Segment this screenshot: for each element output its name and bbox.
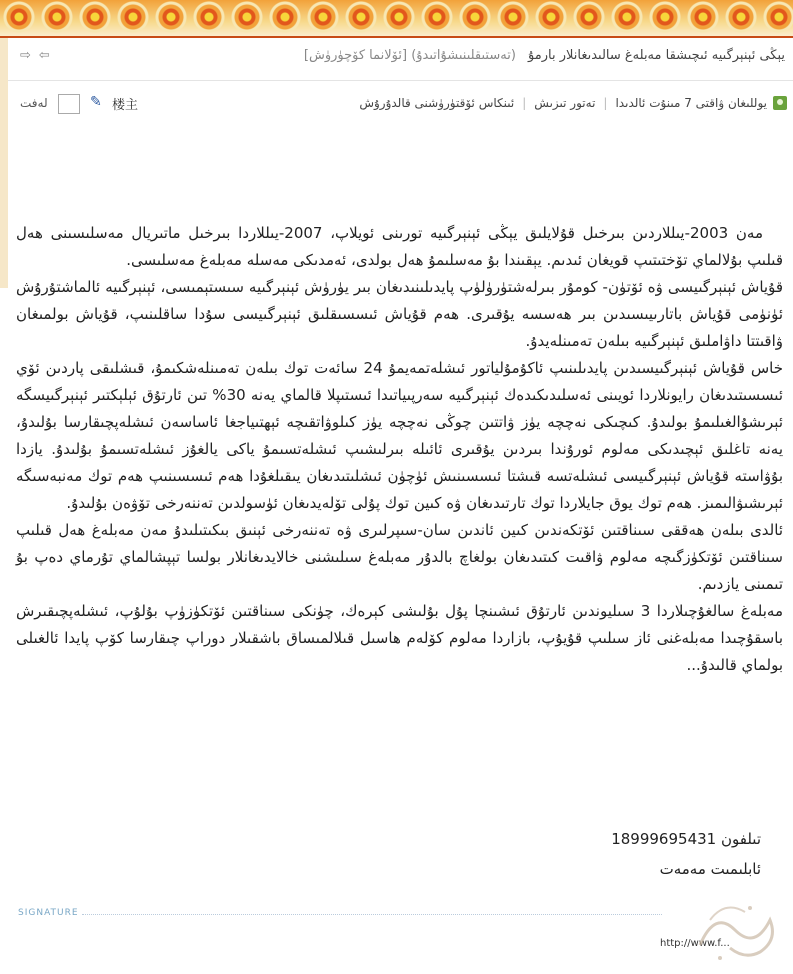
- post-toolbar: [8, 92, 793, 120]
- thread-title-text[interactable]: يېڭى ئېنېرگىيە ئىچىشقا مەبلەغ سالىدىغانلار بارمۇ: [528, 48, 785, 63]
- edit-pen-icon[interactable]: ✎: [90, 94, 102, 110]
- signature-divider: [82, 914, 662, 915]
- thread-status-tag[interactable]: (تەستىقلىنىشۇاتىدۇ) [ئۆلانما كۆچۈرۈش]: [303, 48, 516, 63]
- thread-header: [8, 40, 793, 81]
- post-paragraph: مەبلەغ سالغۇچىلاردا 3 سىليوندىن ئارتۇق ئىشىنچا پۇل بۇلىشى كېرەك، چۈنكى سىناقتىن ئۆتكۈزۈپ بۇلۇپ، ئىشلەپچىقىرش باسقۇچىدا مەبلەغنى ئاز سىلىپ قۇيۇپ، بازاردا مەلوم كۆلەم ھاسىل قىلالمىساق باشقىلار دوراپ چىقارسا كۆپ پايدا ئالغىلى بولماي قالىدۇ...: [16, 602, 783, 674]
- post-paragraph: ئالدى بىلەن ھەققى سىناقتىن ئۆتكەندىن كىين ئاندىن سان-سىپرلىرى ۋە تەننەرخى ئېنىق بىكىتىلىدۇ مەن مەبلەغ ھەل قىلىپ سىناقتىن ئۆتكۈزگىچە مەلوم ۋاقىت كىتىدىغان بولغاچ بالدۇر مەبلەغ سىلىشنى خالايدىغانلار بولسا تېپشالماي تۇرماي دەپ بۇ تىمىنى يازدىم.: [16, 521, 783, 593]
- contact-phone: تىلفون 18999695431: [611, 830, 761, 848]
- post-paragraph: مەن 2003-يىللاردىن بىرخىل قۇلايلىق يېڭى ئېنېرگىيە تورىنى ئويلاپ، 2007-يىللاردا بىرخىل ماتىريال مەسلىسىنى ھەل قىلىپ بۇلالماي تۆختىتىپ قويغان ئىدىم. يېقىندا بۇ مەسلىمۇ ھەل بولدى، ئەمدىكى مەسلە مەبلەغ مەسلىسى.: [16, 224, 783, 269]
- floor-jump-input[interactable]: [58, 94, 80, 114]
- forward-arrow-icon[interactable]: ⇨: [20, 48, 31, 63]
- meta-separator: |: [603, 96, 608, 110]
- floor-label: لەفت: [20, 96, 48, 110]
- decorative-banner: [0, 0, 793, 36]
- posted-time: يوللىغان ۋاقتى 7 مىنۇت ئالدىدا: [615, 96, 767, 110]
- post-author-name: ئابلىمىت مەمەت: [659, 860, 761, 878]
- reverse-order-link[interactable]: تەتور تىزىش: [534, 96, 596, 110]
- post-body: [0, 220, 793, 679]
- user-icon[interactable]: [773, 96, 787, 110]
- site-watermark-logo: [690, 890, 790, 970]
- post-paragraph: قۇياش ئېنېرگىيسى ۋە ئۆتۈن- كومۇر بىرلەشتۈرۈلۈپ پايدىلىنىدىغان بىر يۈرۈش ئېنېرگىيە سىستېمىسى، ئېنېرگىيە ئالماشتۇرۇش ئۈنۈمى قۇياش باتارىيىسىدىن بىر ھەسسە يۇقىرى. ھەم قۇياش ئىسسىقلىق ئېنېرگىيسى سۇدا ساقلىنىپ، قۇياش بولمىغان ۋاقىتتا داۋاملىق ئېنېرگىيە بىلەن تەمىنلەيدۇ.: [16, 278, 783, 350]
- back-arrow-icon[interactable]: ⇦: [38, 48, 50, 63]
- signature-link[interactable]: http://www.f...: [660, 938, 730, 949]
- signature-label: SIGNATURE: [18, 908, 79, 918]
- post-meta: [359, 96, 767, 110]
- thread-nav: [20, 48, 50, 63]
- watermark-graphic: [690, 890, 790, 970]
- meta-separator: |: [522, 96, 527, 110]
- page-title: [304, 48, 785, 63]
- reply-notify-link[interactable]: ئىنكاس ئۆقتۈرۈشنى قالدۇرۇش: [359, 96, 515, 110]
- thread-starter-badge: 楼主: [112, 98, 139, 113]
- post-paragraph: خاس قۇياش ئېنېرگىيسىدىن پايدىلىنىپ ئاكۇمۇلياتور ئىشلەتمەيمۇ 24 سائەت توك بىلەن تەمىنلەشكىمۇ، قىشلىقى پاردىن ئۆي ئىسسىتىدىغان رايونلاردا ئويىنى ئەسلىدىكىدەك ئېنېرگىيە سەرپىياتىدا ئىستىپلا قالماي يەنە 30% تىن ئارتۇق ئېلېكتىر ئېنېرگىيسگە ئېرىشۇالغىلىمۇ بولىدۇ. كىچىكى نەچچە يۈز ۋاتتىن چوڭى نەچچە يۈز كىلوۋاتقىچە ئېھتىياجغا ئاساسەن ئىشلەپچىقارسا بۇلىدۇ، يەنە تاغلىق ئېچىدىكى مەلوم ئورۇندا بىردىن يۇقىرى ئائىلە بىرلىشىپ ئىشلەتسىمۇ ياكى يالغۇز ئىشلەتسىمۇ بۇلىدۇ. يازدا بۇۋاستە قۇياش ئېنېرگىيسى ئىشلەتسە قىشتا ئىسسىنىش ئۈچۈن ئىشلىتىدىغان يىقىلغۇدا ھەم ئىسسىنىپ ھەم توك مەنبەسىگە ئېرىشىۋالىمىز. ھەم توك يوق جايلاردا توك تارتىدىغان ۋە كىين توك پۇلى تۆلەيدىغان ئۈسولدىن تەننەرخى تۆۋەن بۇلىدۇ.: [16, 359, 784, 512]
- banner-divider: [0, 36, 793, 38]
